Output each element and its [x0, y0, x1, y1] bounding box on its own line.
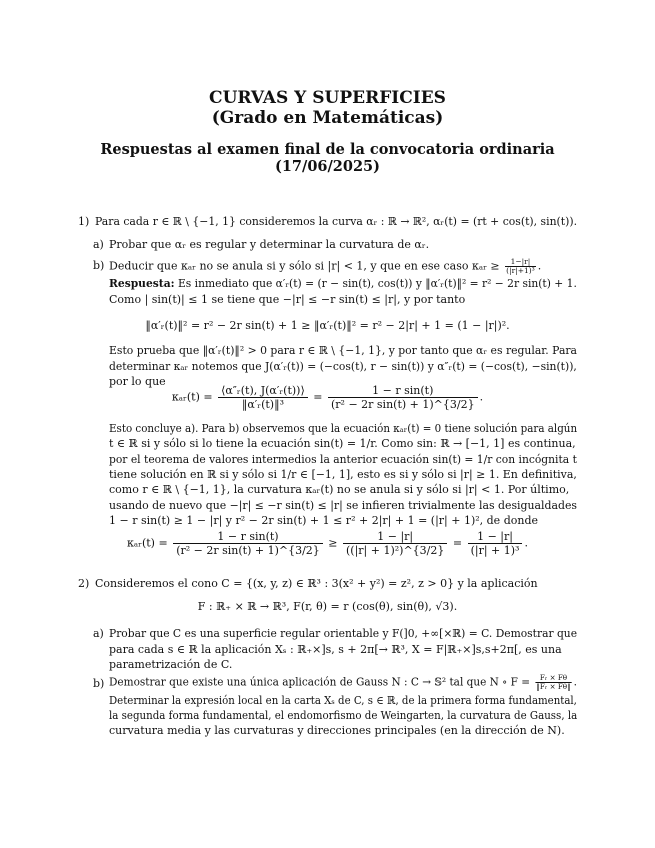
equals-sign: = [313, 390, 323, 404]
fraction-denominator: (r² − 2r sin(t) + 1)^{3/2} [176, 544, 320, 557]
answer-1-line-5: por lo que [109, 375, 166, 388]
curvature-lhs: κₐᵣ(t) = [127, 536, 168, 550]
bound-fraction-1 [173, 530, 323, 557]
document-title [0, 88, 655, 128]
problem-2-part-b-line-1: Demostrar que existe una única aplicación de Gauss N : C → 𝕊² tal que N ∘ F = $\frac{\text{Fᵣ × Fθ}}{\text{‖Fᵣ × Fθ‖}}$ . [109, 673, 577, 691]
problem-2-part-b-label: b) [93, 677, 105, 690]
answer-1-line-12: 1 − r sin(t) ≥ 1 − |r| y r² − 2r sin(t) + 1 ≤ r² + 2|r| + 1 = (|r| + 1)², de donde [109, 514, 538, 527]
gauss-map-fraction [535, 674, 571, 691]
answer-1-line-9: tiene solución en ℝ si y sólo si 1/r ∈ [−1, 1], esto es si y sólo si |r| ≥ 1. En definitiva, [109, 468, 577, 481]
fraction-numerator: 1 − r sin(t) [328, 384, 478, 398]
answer-1-line-8: por el teorema de valores intermedios la anterior ecuación sin(t) = 1/r con incógnita t [109, 453, 577, 466]
fraction-numerator: 1 − |r| [468, 530, 523, 544]
fraction-numerator: 1−|r| [505, 258, 536, 267]
problem-2-part-b-line-2: Determinar la expresión local en la carta Xₛ de C, s ∈ ℝ, de la primera forma fundamental, [109, 694, 577, 707]
fraction-numerator: Fᵣ × Fθ [535, 674, 571, 683]
equals-sign: = [452, 536, 463, 550]
problem-2-part-a-line-1: Probar que C es una superficie regular orientable y F(]0, +∞[×ℝ) = C. Demostrar que [109, 627, 578, 640]
answer-1-line-2: Como | sin(t)| ≤ 1 se tiene que −|r| ≤ −r sin(t) ≤ |r|, y por tanto [109, 293, 466, 306]
curvature-lhs: κₐᵣ(t) = [171, 390, 213, 404]
problem-1-statement: Para cada r ∈ ℝ \ {−1, 1} consideremos la curva αᵣ : ℝ → ℝ², αᵣ(t) = (rt + cos(t), sin(t)). [95, 215, 578, 228]
fraction-numerator: 1 − |r| [343, 530, 447, 544]
answer-1-line-7: t ∈ ℝ si y sólo si lo tiene la ecuación sin(t) = 1/r. Como sin: ℝ → [−1, 1] es continua, [109, 437, 576, 450]
answer-1-line-6: Esto concluye a). Para b) observemos que la ecuación κₐᵣ(t) = 0 tiene solución para algún [109, 422, 578, 435]
problem-2-part-a-label: a) [93, 627, 104, 640]
problem-1-part-b-text: Deducir que κₐᵣ no se anula si y sólo si |r| < 1, y que en ese caso κₐᵣ ≥ [109, 259, 500, 273]
problem-1-part-b-fraction [505, 258, 536, 275]
curvature-fraction-2 [328, 384, 478, 411]
problem-1-part-b-label: b) [93, 259, 105, 272]
subtitle-line-2: (17/06/2025) [274, 158, 381, 175]
problem-2-part-b-line-4: curvatura media y las curvaturas y direcciones principales (en la dirección de N). [109, 724, 565, 737]
problem-1-number: 1) [78, 215, 90, 228]
problem-2-number: 2) [78, 577, 90, 590]
greater-equal-sign: ≥ [328, 536, 338, 550]
problem-2-display-1: F : ℝ₊ × ℝ → ℝ³, F(r, θ) = r (cos(θ), sin(θ), √3). [197, 600, 458, 613]
document-subtitle [0, 141, 655, 175]
problem-2-statement: Consideremos el cono C = {(x, y, z) ∈ ℝ³ : 3(x² + y²) = z², z > 0} y la aplicación [95, 577, 538, 590]
bound-fraction-3 [468, 530, 523, 557]
answer-1-line-1 [109, 276, 577, 291]
answer-1-line-10: como r ∈ ℝ \ {−1, 1}, la curvatura κₐᵣ(t) no se anula si y sólo si |r| < 1. Por último, [109, 483, 570, 496]
fraction-denominator: ((|r| + 1)²)^{3/2} [346, 544, 445, 557]
problem-2-part-b-line-3: la segunda forma fundamental, el endomorfismo de Weingarten, la curvatura de Gauss, la [109, 709, 578, 722]
subtitle-line-1: Respuestas al examen final de la convocatoria ordinaria [100, 141, 555, 158]
answer-1-display-1: ‖α′ᵣ(t)‖² = r² − 2r sin(t) + 1 ≥ ‖α′ᵣ(t)‖² = r² − 2|r| + 1 = (1 − |r|)². [145, 319, 510, 332]
problem-1-part-a: Probar que αᵣ es regular y determinar la curvatura de αᵣ. [109, 238, 430, 251]
fraction-denominator: ‖Fᵣ × Fθ‖ [536, 682, 571, 691]
problem-2-part-b-text: Demostrar que existe una única aplicación de Gauss N : C → 𝕊² tal que N ∘ F = [109, 675, 531, 689]
answer-1-line-11: usando de nuevo que −|r| ≤ −r sin(t) ≤ |r| se infieren trivialmente las desigualdades [109, 499, 578, 512]
problem-1-part-b: Deducir que κₐᵣ no se anula si y sólo si |r| < 1, y que en ese caso κₐᵣ ≥ $\frac{1-|r|}{\text{(|r|+1)³}}$ . [109, 257, 542, 275]
fraction-denominator: ‖α′ᵣ(t)‖³ [241, 398, 284, 411]
answer-1-line-4: determinar κₐᵣ notemos que J(α′ᵣ(t)) = (−cos(t), r − sin(t)) y α″ᵣ(t) = (−cos(t), −sin(t)), [109, 360, 577, 373]
answer-1-line-3: Esto prueba que ‖α′ᵣ(t)‖² > 0 para r ∈ ℝ \ {−1, 1}, y por tanto que αᵣ es regular. Para [109, 344, 578, 357]
title-line-1: CURVAS Y SUPERFICIES [209, 88, 446, 108]
bound-fraction-2 [343, 530, 447, 557]
answer-1-display-3: κₐᵣ(t) = $\frac{\text{1 − r sin(t)}}{\text{(r² − 2r sin(t) + 1)\textasciicircum{}\{3/2\}}}$ ≥ $\frac{1 - |r|}{\text{((|r| + 1)²)\textasciicircum{}\{3/2\}}}$ = $\frac{1 - |r|}{\text{(|r| + 1)³}}$ . [127, 530, 528, 557]
problem-2-part-a-line-3: parametrización de C. [109, 658, 233, 671]
fraction-numerator: 1 − r sin(t) [173, 530, 323, 544]
answer-1-text-1: Es inmediato que α′ᵣ(t) = (r − sin(t), cos(t)) y ‖α′ᵣ(t)‖² = r² − 2r sin(t) + 1. [177, 277, 577, 290]
answer-label: Respuesta: [109, 277, 175, 290]
answer-1-display-2: κₐᵣ(t) = $\frac{\text{⟨α″ᵣ(t), J(α′ᵣ(t))⟩}}{\text{‖α′ᵣ(t)‖³}}$ = $\frac{\text{1 − r sin(t)}}{\text{(r² − 2r sin(t) + 1)\textasciicircum{}\{3/2\}}}$ . [171, 384, 484, 411]
problem-2-part-a-line-2: para cada s ∈ ℝ la aplicación Xₛ : ℝ₊×]s, s + 2π[→ ℝ³, X = F|ℝ₊×]s,s+2π[, es una [109, 643, 562, 656]
title-line-2: (Grado en Matemáticas) [211, 108, 444, 128]
curvature-fraction-1 [218, 384, 308, 411]
fraction-denominator: (|r|+1)³ [506, 266, 535, 275]
fraction-denominator: (|r| + 1)³ [470, 544, 520, 557]
fraction-denominator: (r² − 2r sin(t) + 1)^{3/2} [330, 398, 475, 411]
fraction-numerator: ⟨α″ᵣ(t), J(α′ᵣ(t))⟩ [218, 384, 308, 398]
problem-1-part-a-label: a) [93, 238, 104, 251]
